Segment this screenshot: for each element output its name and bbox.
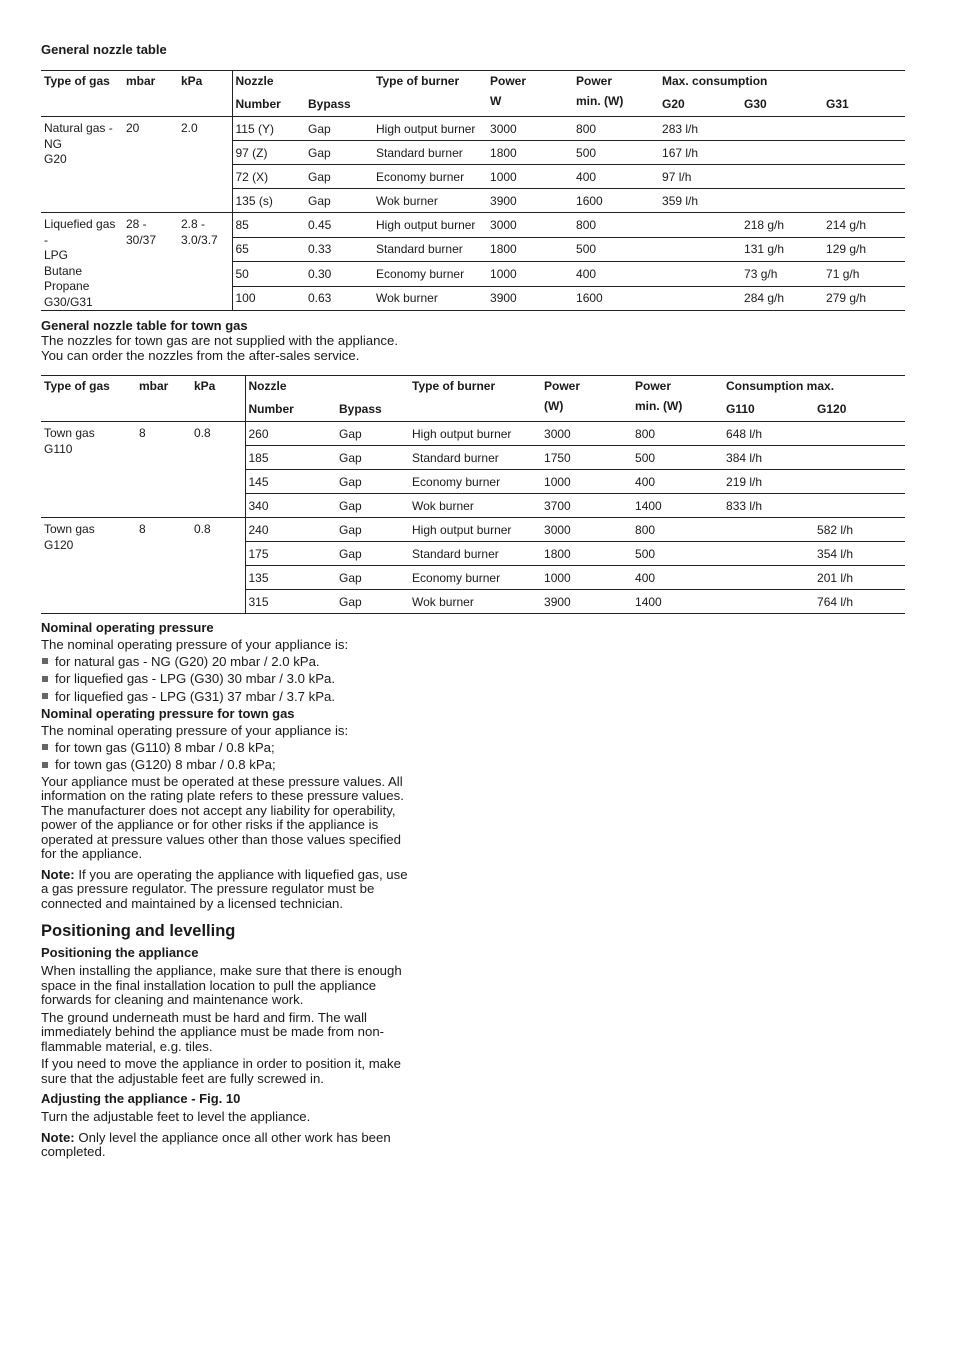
consumption-cell [814, 446, 905, 470]
col-header-g31: G31 [826, 96, 849, 111]
town-gas-table-title: General nozzle table for town gas [41, 318, 248, 333]
gas-type-line: Town gas [44, 522, 95, 536]
power-cell: 3000 [544, 522, 571, 537]
nominal-pressure-town-intro: The nominal operating pressure of your appliance is: [41, 723, 349, 738]
power-cell: 3900 [487, 286, 573, 311]
bypass-cell: Gap [305, 165, 373, 189]
col-header-type-of-burner: Type of burner [376, 74, 460, 88]
bypass-cell: 0.33 [305, 237, 373, 262]
consumption-cell: 201 l/h [814, 566, 905, 590]
general-nozzle-table-title: General nozzle table [41, 42, 167, 57]
power-cell: 1800 [541, 542, 632, 566]
list-item [41, 670, 471, 688]
consumption-cell: 167 l/h [659, 141, 741, 165]
burner-type-cell: High output burner [412, 522, 512, 537]
col-header-nozzle: Nozzle [245, 376, 409, 399]
bullet-icon [42, 744, 48, 750]
levelling-note [41, 1131, 471, 1160]
power-unit: (W) [544, 399, 564, 413]
paragraph-line: Your appliance must be operated at these pressure values. All [41, 773, 403, 789]
nominal-pressure-title: Nominal operating pressure [41, 620, 214, 635]
regulator-note [41, 868, 471, 912]
power-min-label: Power [576, 74, 613, 88]
col-header-power [487, 71, 573, 117]
consumption-cell [741, 189, 823, 213]
general-nozzle-table-body [41, 117, 905, 311]
consumption-cell: 218 g/h [744, 217, 785, 232]
consumption-cell: 97 l/h [659, 165, 741, 189]
col-header-g30: G30 [744, 96, 767, 111]
consumption-cell [659, 262, 741, 287]
power-min-unit: min. (W) [635, 399, 683, 413]
burner-type-cell: Economy burner [409, 566, 541, 590]
col-header-max-consumption: Max. consumption [662, 74, 768, 88]
gas-type-line: G120 [44, 537, 74, 552]
consumption-cell [741, 165, 823, 189]
consumption-cell [723, 542, 814, 566]
nozzle-number-cell: 145 [245, 470, 336, 494]
bullet-text: for liquefied gas - LPG (G30) 30 mbar / 3.0 kPa. [55, 671, 336, 686]
nominal-pressure-intro: The nominal operating pressure of your appliance is: [41, 637, 349, 652]
note-text: a gas pressure regulator. The pressure regulator must be [41, 881, 375, 896]
col-header-nozzle: Nozzle [232, 71, 373, 94]
town-gas-intro-2: You can order the nozzles from the after-sales service. [41, 347, 360, 363]
gas-type-line: Town gas [44, 426, 95, 440]
gas-type-cell [41, 422, 136, 518]
bypass-cell: Gap [336, 590, 409, 614]
nozzle-number-cell: 260 [245, 422, 336, 446]
consumption-cell: 129 g/h [823, 237, 905, 262]
power-min-cell: 400 [573, 262, 659, 287]
nozzle-number-cell: 240 [245, 518, 336, 542]
col-header-g120: G120 [817, 401, 847, 416]
gas-type-cell [41, 213, 123, 311]
bypass-cell: Gap [339, 522, 362, 537]
bypass-cell: Gap [336, 446, 409, 470]
positioning-appliance-subheading: Positioning the appliance [41, 945, 199, 960]
consumption-cell [814, 422, 905, 446]
burner-type-cell: Standard burner [373, 141, 487, 165]
bullet-icon [42, 658, 48, 664]
burner-type-cell: Wok burner [373, 189, 487, 213]
bypass-cell: Gap [339, 426, 362, 441]
burner-type-cell: High output burner [376, 121, 476, 136]
consumption-cell [814, 470, 905, 494]
power-min-cell: 1600 [573, 286, 659, 311]
document-page [41, 41, 905, 1160]
power-min-cell: 500 [573, 237, 659, 262]
nominal-pressure-town-list [41, 739, 471, 774]
consumption-cell: 833 l/h [723, 494, 814, 518]
list-item [41, 653, 471, 671]
list-item [41, 688, 471, 706]
paragraph-line: sure that the adjustable feet are fully screwed in. [41, 1070, 324, 1086]
consumption-cell: 131 g/h [741, 237, 823, 262]
consumption-cell: 219 l/h [723, 470, 814, 494]
power-cell: 1000 [487, 262, 573, 287]
nominal-pressure-list [41, 653, 471, 706]
power-min-label: Power [635, 379, 672, 393]
power-min-cell: 800 [635, 522, 656, 537]
bullet-text: for town gas (G110) 8 mbar / 0.8 kPa; [55, 739, 275, 755]
kpa-cell: 2.0 [181, 121, 198, 135]
paragraph-line: power of the appliance or for other risks if the appliance is [41, 817, 379, 832]
col-header-mbar: mbar [139, 379, 169, 393]
pressure-values-paragraph [41, 775, 471, 862]
consumption-cell: 214 g/h [826, 217, 867, 232]
consumption-cell: 359 l/h [659, 189, 741, 213]
nozzle-number-cell: 72 (X) [232, 165, 305, 189]
table-row [41, 117, 905, 141]
gas-type-line: G110 [44, 441, 73, 456]
consumption-cell [659, 213, 741, 238]
positioning-paragraph-2 [41, 1011, 471, 1055]
paragraph-line: space in the final installation location to pull the appliance [41, 977, 377, 993]
table-row [41, 422, 905, 446]
mbar-cell: 20 [126, 121, 140, 135]
consumption-cell [814, 494, 905, 518]
note-text: Only level the appliance once all other work has been [74, 1129, 391, 1145]
paragraph-line: flammable material, e.g. tiles. [41, 1038, 213, 1054]
mbar-cell: 8 [139, 426, 146, 440]
power-cell: 1000 [541, 566, 632, 590]
burner-type-cell: Wok burner [409, 494, 541, 518]
burner-type-cell: Economy burner [373, 262, 487, 287]
col-header-bypass: Bypass [308, 96, 351, 111]
col-header-power [541, 376, 632, 422]
paragraph-line: operated at pressure values other than those values specified [41, 831, 401, 847]
gas-type-cell [41, 117, 123, 213]
table-row [41, 518, 905, 542]
nozzle-number-cell: 65 [232, 237, 305, 262]
col-header-kpa: kPa [181, 74, 203, 88]
bypass-cell: Gap [336, 470, 409, 494]
power-cell: 3000 [490, 121, 517, 136]
consumption-cell: 279 g/h [823, 286, 905, 311]
burner-type-cell: Wok burner [409, 590, 541, 614]
note-text: If you are operating the appliance with liquefied gas, use [74, 866, 408, 882]
power-min-unit: min. (W) [576, 94, 624, 108]
col-header-number: Number [245, 399, 336, 422]
nozzle-number-cell: 50 [232, 262, 305, 287]
gas-type-line: G30/G31 [44, 294, 93, 309]
power-min-cell: 1400 [632, 590, 723, 614]
col-header-power-min [632, 376, 723, 422]
paragraph-line: The ground underneath must be hard and firm. The wall [41, 1009, 367, 1025]
kpa-cell: 0.8 [194, 426, 211, 440]
nozzle-number-cell: 135 [245, 566, 336, 590]
nominal-pressure-town-title: Nominal operating pressure for town gas [41, 706, 295, 721]
consumption-cell: 582 l/h [817, 522, 854, 537]
list-item [41, 756, 471, 774]
col-header-kpa: kPa [194, 379, 216, 393]
power-cell: 1000 [541, 470, 632, 494]
col-header-consumption-max: Consumption max. [726, 379, 835, 393]
adjusting-paragraph: Turn the adjustable feet to level the appliance. [41, 1109, 311, 1124]
town-gas-intro-1: The nozzles for town gas are not supplied with the appliance. [41, 333, 399, 348]
power-cell: 1800 [487, 237, 573, 262]
positioning-paragraph-1 [41, 964, 471, 1008]
paragraph-line: information on the rating plate refers to these pressure values. [41, 788, 404, 803]
consumption-cell [823, 141, 905, 165]
col-header-g20: G20 [662, 96, 685, 111]
power-min-cell: 800 [635, 426, 656, 441]
bypass-cell: Gap [336, 542, 409, 566]
consumption-cell: 648 l/h [726, 426, 763, 441]
bullet-text: for natural gas - NG (G20) 20 mbar / 2.0 kPa. [55, 653, 320, 669]
bypass-cell: Gap [305, 189, 373, 213]
consumption-cell: 73 g/h [741, 262, 823, 287]
power-min-cell: 500 [573, 141, 659, 165]
list-item [41, 739, 471, 757]
mbar-cell: 28 - 30/37 [126, 217, 157, 247]
burner-type-cell: High output burner [376, 217, 476, 232]
nozzle-number-cell: 315 [245, 590, 336, 614]
bypass-cell: 0.63 [305, 286, 373, 311]
nozzle-number-cell: 115 (Y) [232, 117, 305, 141]
note-text: connected and maintained by a licensed technician. [41, 895, 344, 911]
note-label: Note: [41, 1129, 75, 1145]
power-cell: 1750 [541, 446, 632, 470]
consumption-cell [723, 566, 814, 590]
consumption-cell [659, 286, 741, 311]
table-row [41, 213, 905, 238]
gas-type-line: Butane [44, 263, 83, 278]
consumption-cell [723, 590, 814, 614]
gas-type-line: Natural gas - [44, 121, 113, 135]
consumption-cell [741, 141, 823, 165]
power-cell: 3900 [487, 189, 573, 213]
positioning-paragraph-3 [41, 1057, 471, 1086]
power-cell: 1800 [487, 141, 573, 165]
consumption-cell: 354 l/h [814, 542, 905, 566]
nozzle-number-cell: 135 (s) [232, 189, 305, 213]
power-cell: 3700 [541, 494, 632, 518]
gas-type-line: Liquefied gas - [44, 217, 116, 247]
consumption-cell [741, 117, 823, 141]
gas-type-line: G20 [44, 152, 67, 166]
power-min-cell: 500 [632, 542, 723, 566]
bypass-cell: Gap [336, 494, 409, 518]
note-label: Note: [41, 866, 75, 882]
paragraph-line: for the appliance. [41, 846, 143, 861]
power-min-cell: 800 [576, 121, 597, 136]
power-min-cell: 1600 [573, 189, 659, 213]
col-header-type-of-gas: Type of gas [44, 379, 110, 393]
general-nozzle-table [41, 70, 905, 311]
consumption-cell: 384 l/h [723, 446, 814, 470]
paragraph-line: immediately behind the appliance must be made from non- [41, 1024, 385, 1039]
bypass-cell: 0.30 [305, 262, 373, 287]
consumption-cell: 764 l/h [814, 590, 905, 614]
col-header-type-of-burner: Type of burner [412, 379, 496, 393]
bullet-icon [42, 762, 48, 768]
col-header-power-min [573, 71, 659, 117]
adjusting-appliance-subheading: Adjusting the appliance - Fig. 10 [41, 1091, 241, 1106]
power-cell: 3900 [541, 590, 632, 614]
paragraph-line: The manufacturer does not accept any liability for operability, [41, 802, 396, 818]
burner-type-cell: Standard burner [409, 542, 541, 566]
kpa-cell: 2.8 - 3.0/3.7 [181, 217, 218, 247]
bullet-text: for liquefied gas - LPG (G31) 37 mbar / 3.7 kPa. [55, 688, 336, 704]
mbar-cell: 8 [139, 522, 146, 536]
power-min-cell: 500 [632, 446, 723, 470]
consumption-cell: 71 g/h [823, 262, 905, 287]
positioning-levelling-heading: Positioning and levelling [41, 922, 236, 940]
nozzle-number-cell: 85 [232, 213, 305, 238]
nozzle-number-cell: 97 (Z) [232, 141, 305, 165]
power-min-cell: 400 [573, 165, 659, 189]
nozzle-number-cell: 175 [245, 542, 336, 566]
consumption-cell: 284 g/h [741, 286, 823, 311]
col-header-type-of-gas: Type of gas [44, 74, 110, 88]
power-cell: 1000 [487, 165, 573, 189]
kpa-cell: 0.8 [194, 522, 211, 536]
consumption-cell [723, 518, 814, 542]
burner-type-cell: Economy burner [373, 165, 487, 189]
consumption-cell: 283 l/h [662, 121, 699, 136]
col-header-number: Number [232, 94, 305, 117]
power-cell: 3000 [544, 426, 571, 441]
consumption-cell [823, 117, 905, 141]
power-min-cell: 400 [632, 470, 723, 494]
note-text: completed. [41, 1144, 106, 1159]
power-label: Power [544, 379, 581, 393]
gas-type-line: NG [44, 136, 62, 151]
col-header-bypass: Bypass [339, 401, 382, 416]
paragraph-line: When installing the appliance, make sure that there is enough [41, 963, 402, 978]
bullet-text: for town gas (G120) 8 mbar / 0.8 kPa; [55, 757, 276, 772]
town-gas-table-body [41, 422, 905, 614]
consumption-cell [823, 165, 905, 189]
power-min-cell: 1400 [632, 494, 723, 518]
burner-type-cell: Standard burner [409, 446, 541, 470]
bypass-cell: Gap [305, 141, 373, 165]
consumption-cell [659, 237, 741, 262]
consumption-cell [823, 189, 905, 213]
bypass-cell: Gap [308, 121, 331, 136]
gas-type-line: LPG [44, 248, 69, 262]
nozzle-number-cell: 340 [245, 494, 336, 518]
col-header-g110: G110 [726, 401, 755, 416]
burner-type-cell: High output burner [412, 426, 512, 441]
power-min-cell: 800 [576, 217, 597, 232]
power-unit: W [490, 94, 502, 108]
bullet-icon [42, 693, 48, 699]
col-header-mbar: mbar [126, 74, 156, 88]
burner-type-cell: Standard burner [373, 237, 487, 262]
gas-type-cell [41, 518, 136, 614]
burner-type-cell: Wok burner [373, 286, 487, 311]
power-min-cell: 400 [632, 566, 723, 590]
bypass-cell: 0.45 [308, 217, 332, 232]
nozzle-number-cell: 100 [232, 286, 305, 311]
town-gas-nozzle-table [41, 375, 905, 614]
nozzle-number-cell: 185 [245, 446, 336, 470]
paragraph-line: If you need to move the appliance in order to position it, make [41, 1056, 401, 1071]
power-label: Power [490, 74, 527, 88]
bullet-icon [42, 676, 48, 682]
burner-type-cell: Economy burner [409, 470, 541, 494]
power-cell: 3000 [490, 217, 517, 232]
gas-type-line: Propane [44, 279, 90, 293]
bypass-cell: Gap [336, 566, 409, 590]
paragraph-line: forwards for cleaning and maintenance work. [41, 992, 304, 1007]
